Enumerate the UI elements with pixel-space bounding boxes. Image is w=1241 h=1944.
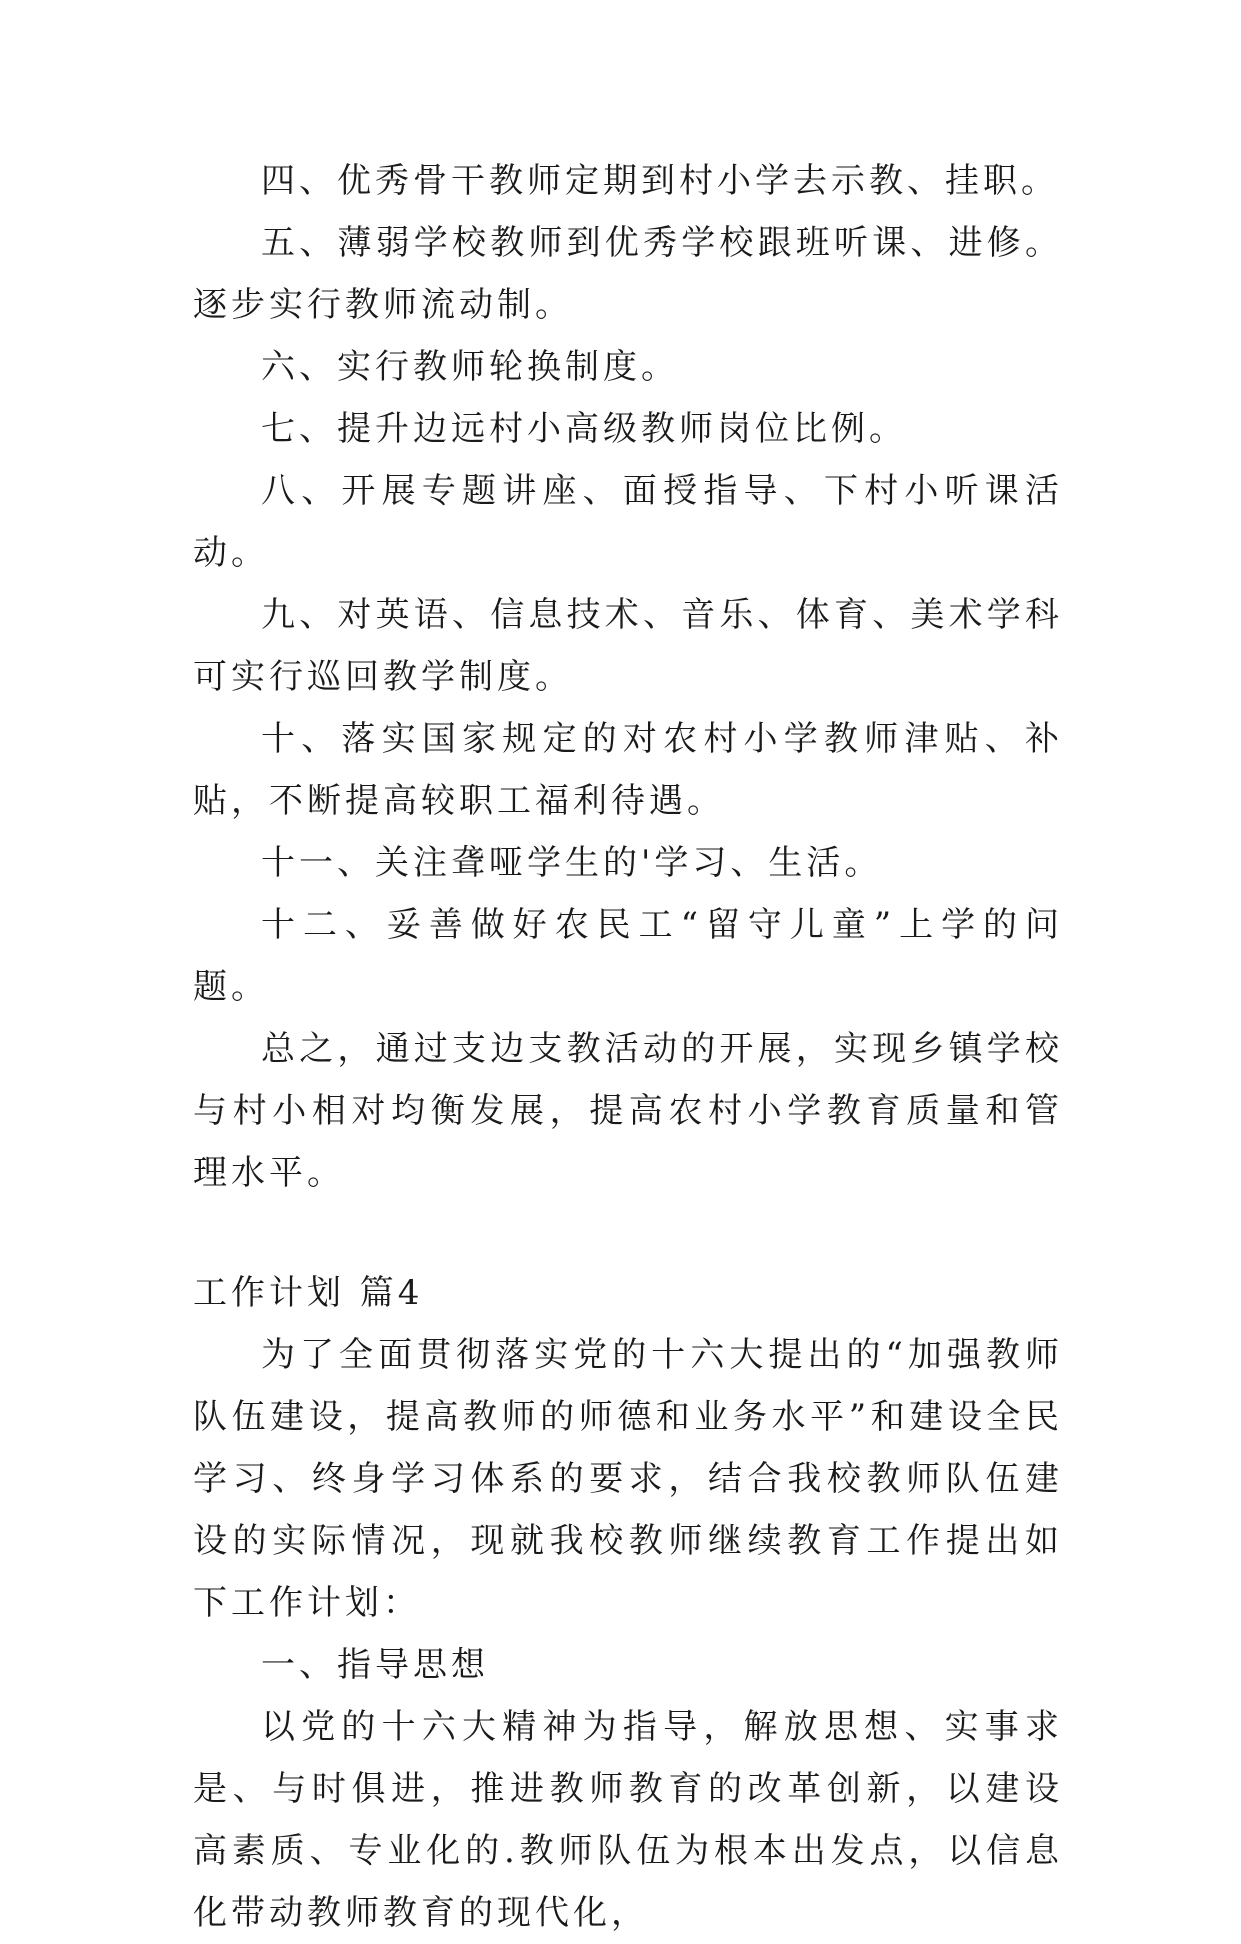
subheading-guiding-ideology: 一、指导思想 [261,1645,489,1685]
paragraph-guiding-ideology: 以党的十六大精神为指导，解放思想、实事求是、与时俱进，推进教师教育的改革创新，以建设高素质、专业化的.教师队伍为根本出发点，以信息化带动教师教育的现代化， [193,1707,1063,1933]
paragraph-intro: 为了全面贯彻落实党的十六大提出的“加强教师队伍建设，提高教师的师德和业务水平”和建设全民学习、终身学习体系的要求，结合我校教师队伍建设的实际情况，现就我校教师继续教育工作提出如下工作计划： [193,1335,1063,1623]
paragraph-item-10: 十、落实国家规定的对农村小学教师津贴、补贴，不断提高较职工福利待遇。 [193,719,1063,821]
paragraph-item-9: 九、对英语、信息技术、音乐、体育、美术学科可实行巡回教学制度。 [193,595,1063,697]
document-body [193,150,1063,1944]
section-heading: 工作计划 篇4 [193,1273,424,1313]
paragraph-item-4: 四、优秀骨干教师定期到村小学去示教、挂职。 [261,161,1059,201]
paragraph-item-7: 七、提升边远村小高级教师岗位比例。 [261,409,907,449]
section-spacer [193,1204,1063,1262]
paragraph-item-12: 十二、妥善做好农民工“留守儿童”上学的问题。 [193,905,1063,1007]
paragraph-item-8: 八、开展专题讲座、面授指导、下村小听课活动。 [193,471,1063,573]
paragraph-item-6: 六、实行教师轮换制度。 [261,347,679,387]
paragraph-item-5: 五、薄弱学校教师到优秀学校跟班听课、进修。逐步实行教师流动制。 [193,223,1063,325]
paragraph-summary: 总之，通过支边支教活动的开展，实现乡镇学校与村小相对均衡发展，提高农村小学教育质量和管理水平。 [193,1029,1063,1193]
paragraph-item-11: 十一、关注聋哑学生的'学习、生活。 [261,843,883,883]
